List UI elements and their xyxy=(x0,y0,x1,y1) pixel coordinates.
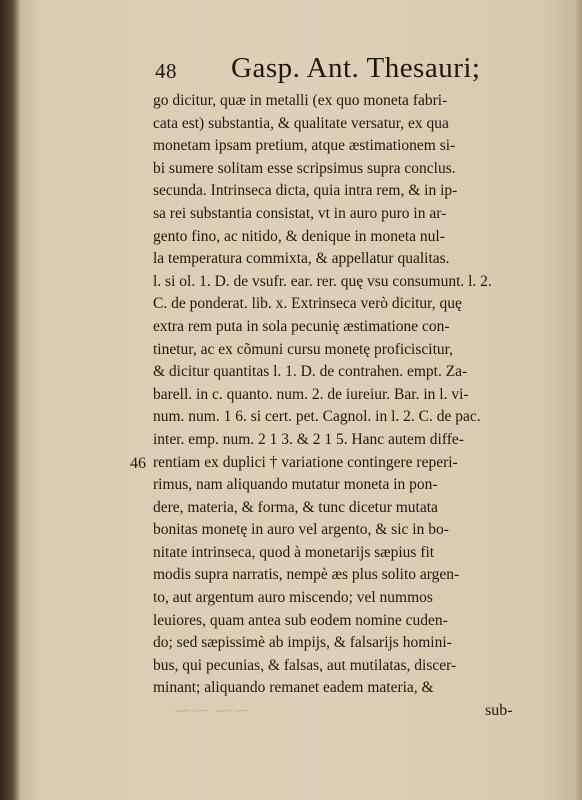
text-line: barell. in c. quanto. num. 2. de iureiur. Bar. in l. vi- xyxy=(153,385,469,403)
text-line: dere, materia, & forma, & tunc dicetur mutata xyxy=(153,498,438,516)
text-line: la temperatura commixta, & appellatur qualitas. xyxy=(153,250,450,268)
text-line: nitate intrinseca, quod à monetarijs sæpius fit xyxy=(153,543,435,561)
text-line: do; sed sæpissimè ab impijs, & falsarijs homini- xyxy=(153,634,452,652)
text-line: minant; aliquando remanet eadem materia, & xyxy=(153,679,434,697)
text-line: bi sumere solitam esse scripsimus supra conclus. xyxy=(153,159,456,177)
text-line: sa rei substantia consistat, vt in auro puro in ar- xyxy=(153,204,447,222)
body-text xyxy=(153,90,548,700)
text-line: inter. emp. num. 2 1 3. & 2 1 5. Hanc autem diffe- xyxy=(153,430,464,448)
running-title: Gasp. Ant. Thesauri; xyxy=(231,52,481,84)
catchword: sub- xyxy=(485,702,513,719)
running-header xyxy=(155,52,535,88)
text-line: rentiam ex duplici † variatione contingere reperi- xyxy=(153,453,458,471)
text-line: gento fino, ac nitido, & denique in moneta nul- xyxy=(153,227,445,245)
text-line: & dicitur quantitas l. 1. D. de contrahen. empt. Za- xyxy=(153,363,468,381)
text-line: modis supra narratis, nempè æs plus solito argen- xyxy=(153,566,460,584)
text-line: go dicitur, quæ in metalli (ex quo moneta fabri- xyxy=(153,92,448,109)
text-line: tinetur, ac ex cõmuni cursu monetę proficiscitur, xyxy=(153,340,454,358)
text-line: secunda. Intrinseca dicta, quia intra rem, & in ip- xyxy=(153,182,458,200)
text-line: l. si ol. 1. D. de vsufr. ear. rer. quę vsu consumunt. l. 2. xyxy=(153,272,492,290)
text-line: cata est) substantia, & qualitate versatur, ex qua xyxy=(153,114,449,132)
text-line: bonitas monetę in auro vel argento, & sic in bo- xyxy=(153,521,449,539)
page-number: 48 xyxy=(155,59,177,83)
show-through-text: ⁓⁓ ⁓⁓ xyxy=(173,700,250,720)
text-line: leuiores, quam antea sub eodem nomine cuden- xyxy=(153,611,448,629)
text-line: bus, qui pecunias, & falsas, aut mutilatas, discer- xyxy=(153,656,457,674)
margin-note: 46 xyxy=(130,455,146,472)
text-line: C. de ponderat. lib. x. Extrinseca verò dicitur, quę xyxy=(153,295,462,313)
text-line: rimus, nam aliquando mutatur moneta in pon- xyxy=(153,476,438,494)
text-line: monetam ipsam pretium, atque æstimationem si- xyxy=(153,137,456,155)
text-line: extra rem puta in sola pecunię æstimatione con- xyxy=(153,317,450,335)
text-line: num. num. 1 6. si cert. pet. Cagnol. in l. 2. C. de pac. xyxy=(153,408,481,426)
text-line: to, aut argentum auro miscendo; vel nummos xyxy=(153,589,433,607)
binding-gutter xyxy=(0,0,20,800)
